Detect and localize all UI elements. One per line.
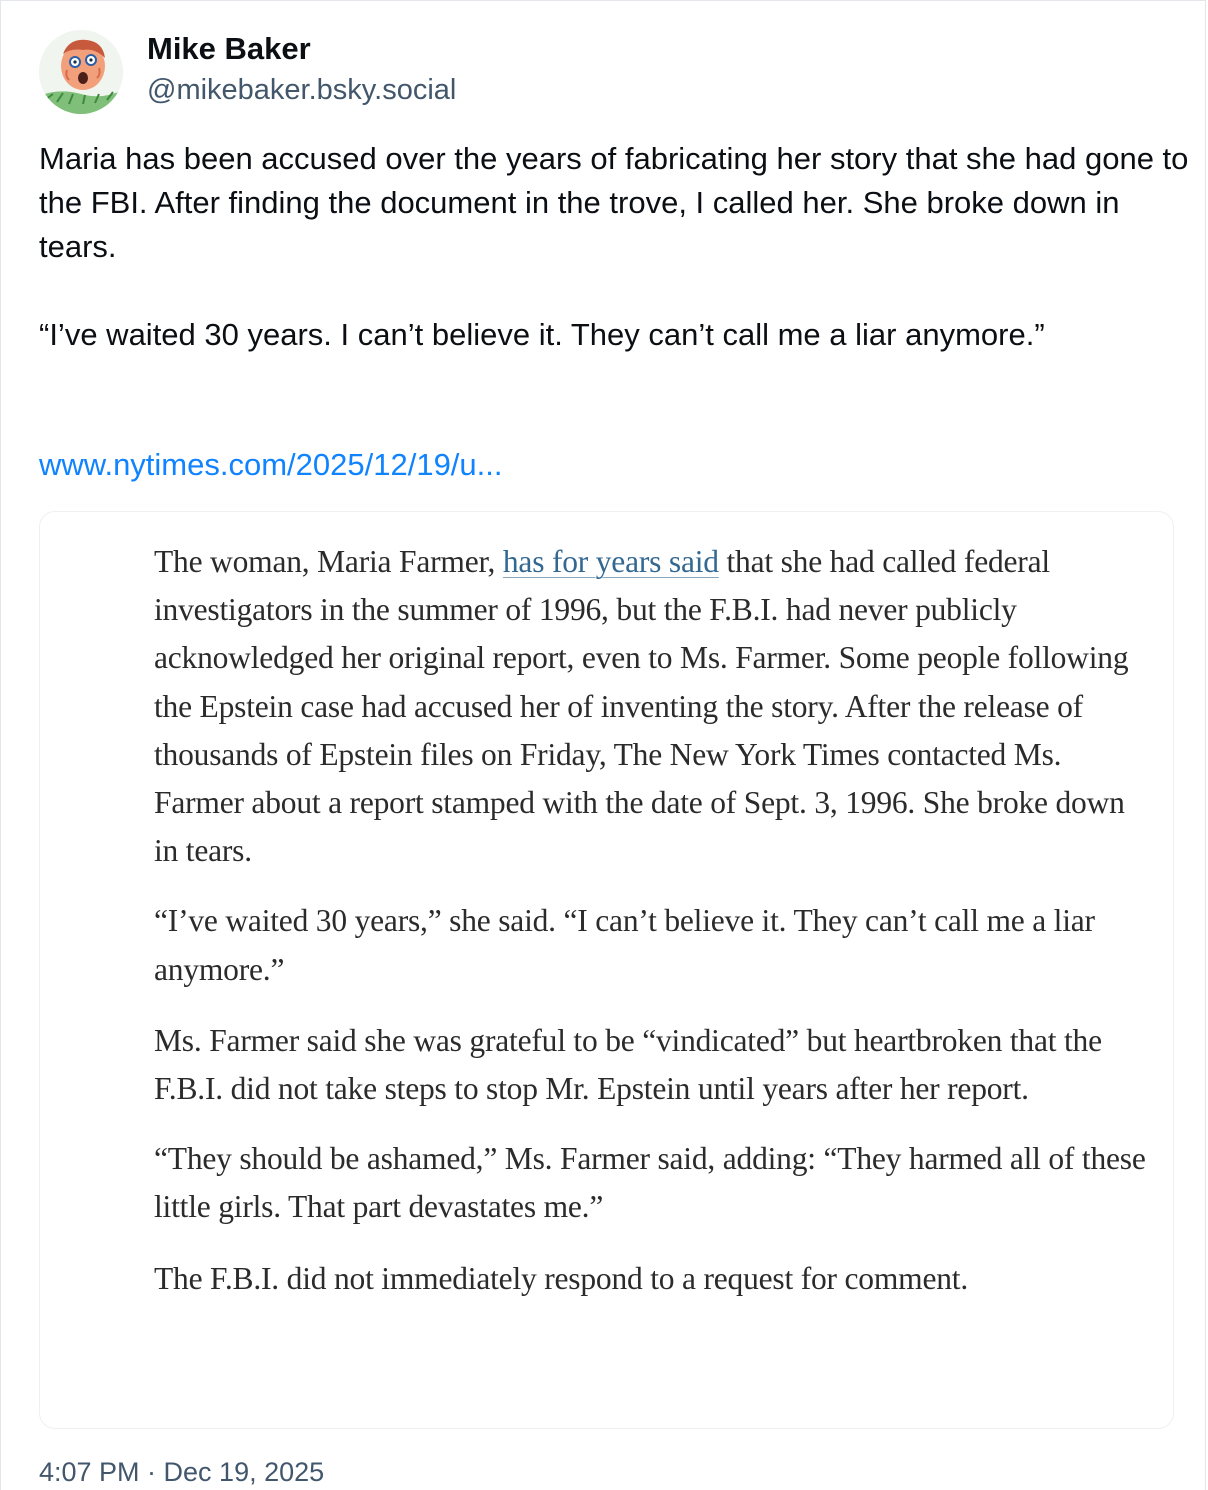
article-p1-start: The woman, Maria Farmer,	[154, 544, 503, 579]
post-text	[39, 137, 1189, 401]
article-paragraph-4: “They should be ashamed,” Ms. Farmer said, adding: “They harmed all of these little girls. That part devastates me.”	[154, 1141, 1146, 1225]
post-paragraph-1: Maria has been accused over the years of fabricating her story that she had gone to the FBI. After finding the document in the trove, I called her. She broke down in tears.	[39, 141, 1189, 264]
author-handle[interactable]: @mikebaker.bsky.social	[147, 74, 457, 106]
article-excerpt	[154, 538, 1154, 1303]
article-paragraph-5: The F.B.I. did not immediately respond to a request for comment.	[154, 1260, 968, 1296]
article-link[interactable]: www.nytimes.com/2025/12/19/u...	[39, 447, 503, 482]
article-paragraph-2: “I’ve waited 30 years,” she said. “I can’t believe it. They can’t call me a liar anymore.”	[154, 903, 1095, 987]
post-paragraph-2: “I’ve waited 30 years. I can’t believe it. They can’t call me a liar anymore.”	[39, 317, 1045, 352]
article-inline-link: has for years said	[502, 544, 719, 579]
post-timestamp[interactable]: 4:07 PM · Dec 19, 2025	[39, 1457, 325, 1487]
avatar[interactable]	[39, 30, 123, 114]
author-name[interactable]: Mike Baker	[147, 31, 311, 66]
quoted-article-image[interactable]	[39, 511, 1174, 1429]
article-paragraph-3: Ms. Farmer said she was grateful to be “vindicated” but heartbroken that the F.B.I. did not take steps to stop Mr. Epstein until years after her report.	[154, 1022, 1102, 1107]
drawn-portrait-avatar-icon	[39, 30, 123, 114]
article-paragraph-1	[154, 538, 1154, 875]
article-p1-end: that she had called federal investigators in the summer of 1996, but the F.B.I. had never publicly acknowledged her original report, even to Ms. Farmer. Some people following the Epstein case had accused her of inventing the story. After the release of thousands of Epstein files on Friday, The New York Times contacted Ms. Farmer about a report stamped with the date of Sept. 3, 1996. She broke down in tears.	[154, 544, 1129, 869]
